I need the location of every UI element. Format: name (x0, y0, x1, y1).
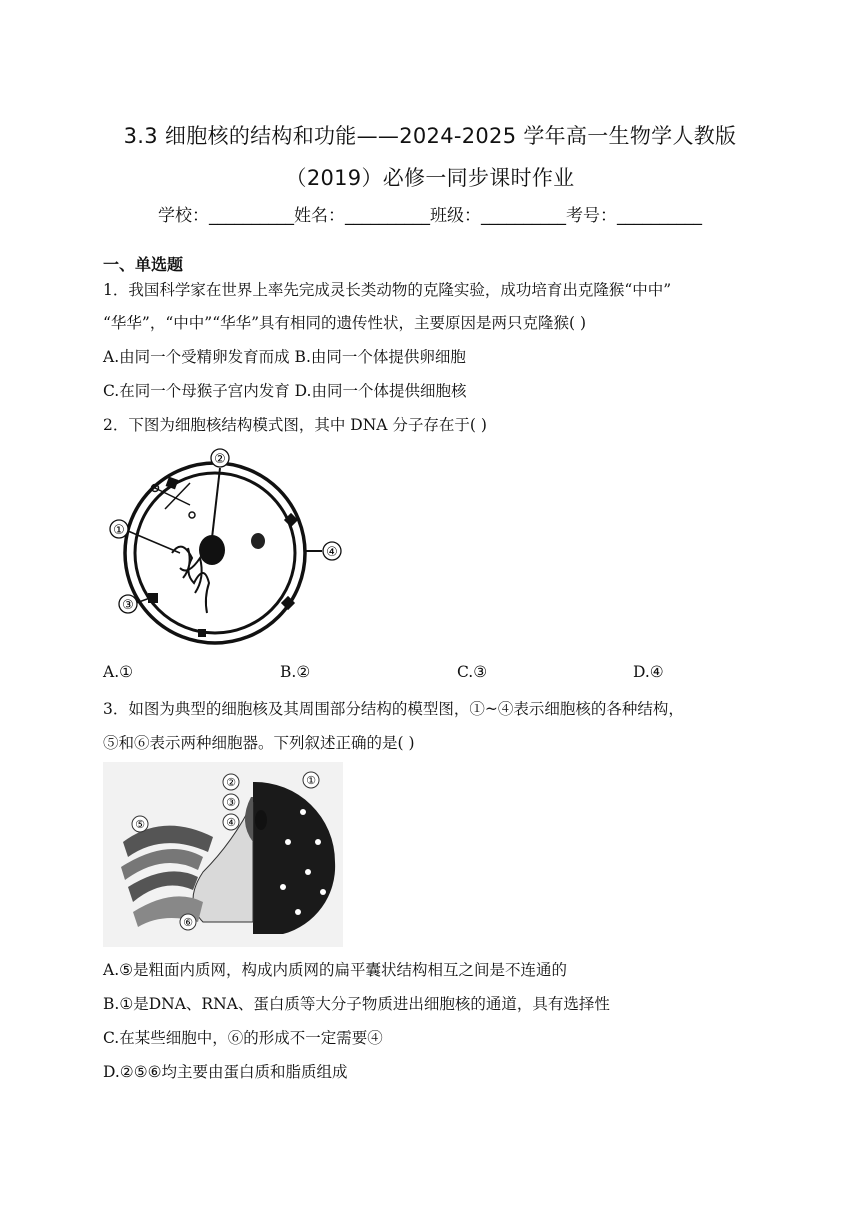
q3-option-d: D.②⑤⑥均主要由蛋白质和脂质组成 (103, 1063, 348, 1081)
q3-stem-line-2: ⑤和⑥表示两种细胞器。下列叙述正确的是( ) (103, 734, 415, 752)
q1-stem-line-1: 1．我国科学家在世界上率先完成灵长类动物的克隆实验，成功培育出克隆猴“中中” (103, 281, 672, 299)
nucleus-label-2: ② (214, 452, 226, 467)
section-title: 一、单选题 (103, 255, 184, 274)
q2-option-a: A.① (103, 663, 134, 681)
q1-options-cd: C.在同一个母猴子宫内发育 D.由同一个体提供细胞核 (103, 382, 467, 400)
er-label-4: ④ (226, 816, 236, 829)
er-label-5: ⑤ (135, 818, 145, 831)
nucleus-label-3: ③ (122, 598, 134, 613)
q2-option-b: B.② (280, 663, 311, 681)
er-label-2: ② (226, 776, 236, 789)
er-label-1: ① (306, 774, 316, 787)
q2-stem: 2．下图为细胞核结构模式图，其中 DNA 分子存在于( ) (103, 416, 487, 434)
nucleus-label-4: ④ (326, 545, 338, 560)
q2-option-d: D.④ (633, 663, 664, 681)
nucleus-label-1: ① (113, 523, 125, 538)
q3-option-c: C.在某些细胞中，⑥的形成不一定需要④ (103, 1029, 383, 1047)
er-label-3: ③ (226, 796, 236, 809)
er-label-6: ⑥ (183, 916, 193, 929)
q2-option-c: C.③ (457, 663, 488, 681)
nucleus-er-diagram (103, 762, 343, 947)
nucleus-diagram (100, 443, 360, 653)
q1-stem-line-2: “华华”，“中中”“华华”具有相同的遗传性状，主要原因是两只克隆猴( ) (103, 314, 587, 332)
q3-option-b: B.①是DNA、RNA、蛋白质等大分子物质进出细胞核的通道，具有选择性 (103, 995, 610, 1013)
title-line-1: 3.3 细胞核的结构和功能——2024-2025 学年高一生物学人教版 (123, 124, 737, 148)
q3-stem-line-1: 3．如图为典型的细胞核及其周围部分结构的模型图，①~④表示细胞核的各种结构， (103, 700, 684, 718)
title-line-2: （2019）必修一同步课时作业 (285, 166, 575, 190)
q1-options-ab: A.由同一个受精卵发育而成 B.由同一个体提供卵细胞 (103, 348, 466, 366)
student-info-line: 学校：__________姓名：__________班级：__________考号：__________ (158, 206, 702, 226)
q3-option-a: A.⑤是粗面内质网，构成内质网的扁平囊状结构相互之间是不连通的 (103, 961, 568, 979)
